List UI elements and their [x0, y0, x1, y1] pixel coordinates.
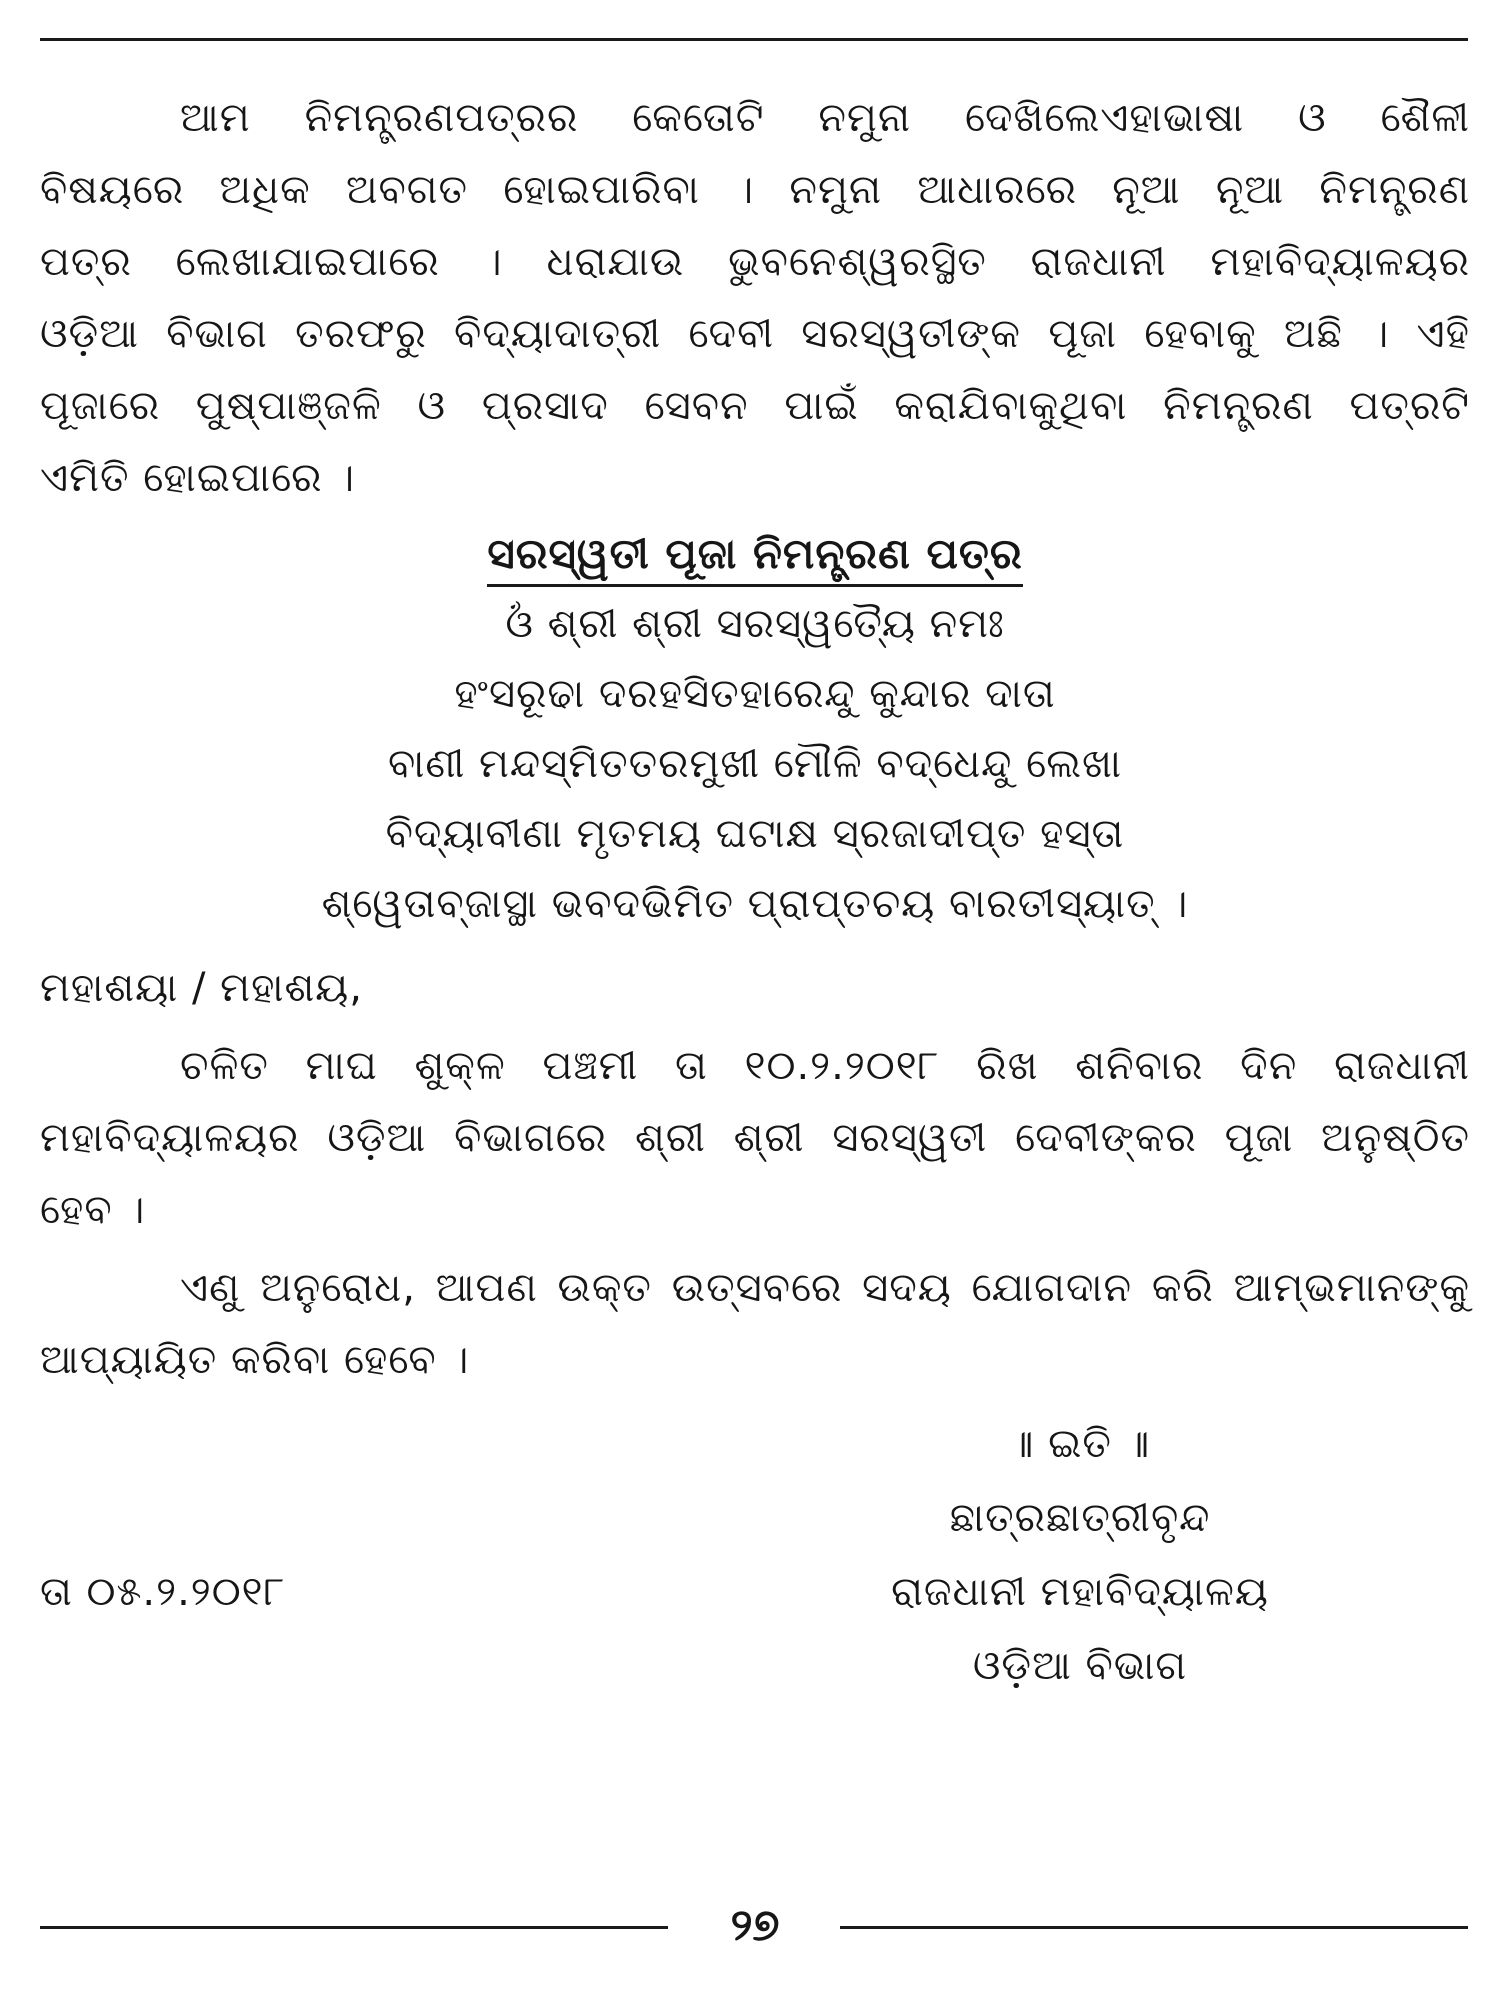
signature-line-3: ଓଡ଼ିଆ ବିଭାଗ: [972, 1643, 1188, 1689]
body-para1-line-3: ହେବ ।: [40, 1187, 146, 1233]
invitation-title: [40, 528, 1470, 580]
verse-line-3: ବିଦ୍ୟାବୀଣା ମୃତମୟ ଘଟାକ୍ଷ ସ୍ରଜାଦୀପ୍ତ ହସ୍ତା: [385, 811, 1125, 857]
top-rule: [40, 38, 1468, 41]
intro-line-1: ଆମ ନିମନ୍ତ୍ରଣପତ୍ରର କେତୋଟି ନମୁନା ଦେଖିଲେଏହାଭାଷା ଓ ଶୈଳୀ: [180, 95, 1470, 141]
invocation: ଓଁ ଶ୍ରୀ ଶ୍ରୀ ସରସ୍ୱତ୍ୟୈ ନମଃ: [505, 601, 1005, 647]
intro-line-3: ପତ୍ର ଲେଖାଯାଇପାରେ । ଧରାଯାଉ ଭୁବନେଶ୍ୱରସ୍ଥିତ ରାଜଧାନୀ ମହାବିଦ୍ୟାଳୟର: [40, 239, 1470, 285]
signature-line-1: ଛାତ୍ରଛାତ୍ରୀବୃନ୍ଦ: [949, 1495, 1211, 1541]
signature-line-2: ରାଜଧାନୀ ମହାବିଦ୍ୟାଳୟ: [891, 1569, 1269, 1615]
verse-line-2: ବାଣୀ ମନ୍ଦସ୍ମିତତରମୁଖୀ ମୌଳି ବଦ୍ଧେନ୍ଦୁ ଲେଖା: [387, 741, 1123, 787]
intro-line-5: ପୂଜାରେ ପୁଷ୍ପାଞ୍ଜଳି ଓ ପ୍ରସାଦ ସେବନ ପାଇଁ କରାଯିବାକୁଥିବା ନିମନ୍ତ୍ରଣ ପତ୍ରଟି: [40, 383, 1470, 429]
body-para2-line-2: ଆପ୍ୟାୟିତ କରିବା ହେବେ ।: [40, 1337, 470, 1383]
body-para1-line-2: ମହାବିଦ୍ୟାଳୟର ଓଡ଼ିଆ ବିଭାଗରେ ଶ୍ରୀ ଶ୍ରୀ ସରସ୍ୱତୀ ଦେବୀଙ୍କର ପୂଜା ଅନୁଷ୍ଠିତ: [40, 1115, 1470, 1161]
intro-line-2: ବିଷୟରେ ଅଧିକ ଅବଗତ ହୋଇପାରିବା । ନମୁନା ଆଧାରରେ ନୂଆ ନୂଆ ନିମନ୍ତ୍ରଣ: [40, 167, 1470, 213]
intro-line-4: ଓଡ଼ିଆ ବିଭାଗ ତରଫରୁ ବିଦ୍ୟାଦାତ୍ରୀ ଦେବୀ ସରସ୍ୱତୀଙ୍କ ପୂଜା ହେବାକୁ ଅଛି । ଏହି: [40, 311, 1470, 357]
letter-date: ତା ୦୫.୨.୨୦୧୮: [40, 1569, 286, 1615]
page-number: ୨୭: [730, 1900, 780, 1951]
footer-rule-left: [40, 1926, 668, 1929]
salutation: ମହାଶୟା / ମହାଶୟ,: [40, 965, 363, 1011]
invitation-title-text: ସରସ୍ୱତୀ ପୂଜା ନିମନ୍ତ୍ରଣ ପତ୍ର: [487, 529, 1022, 587]
body-para1-line-1: ଚଳିତ ମାଘ ଶୁକ୍ଳ ପଞ୍ଚମୀ ତା ୧୦.୨.୨୦୧୮ ରିଖ ଶନିବାର ଦିନ ରାଜଧାନୀ: [180, 1043, 1470, 1089]
verse-line-1: ହଂସରୂଢା ଦରହସିତହାରେନ୍ଦୁ କୁନ୍ଦାର ଦାତା: [454, 671, 1056, 717]
verse-line-4: ଶ୍ୱେତାବ୍‌ଜାସ୍ଥା ଭବଦଭିମିତ ପ୍ରାପ୍ତଚୟ ବାରତୀସ୍ୟାତ୍ ।: [321, 881, 1189, 927]
iti: ॥ ଇତି ॥: [1009, 1421, 1151, 1467]
footer-rule-right: [840, 1926, 1468, 1929]
intro-line-6: ଏମିତି ହୋଇପାରେ ।: [40, 455, 356, 501]
body-para2-line-1: ଏଣୁ ଅନୁରୋଧ, ଆପଣ ଉକ୍ତ ଉତ୍ସବରେ ସଦୟ ଯୋଗଦାନ କରି ଆମ୍ଭମାନଙ୍କୁ: [180, 1265, 1470, 1311]
